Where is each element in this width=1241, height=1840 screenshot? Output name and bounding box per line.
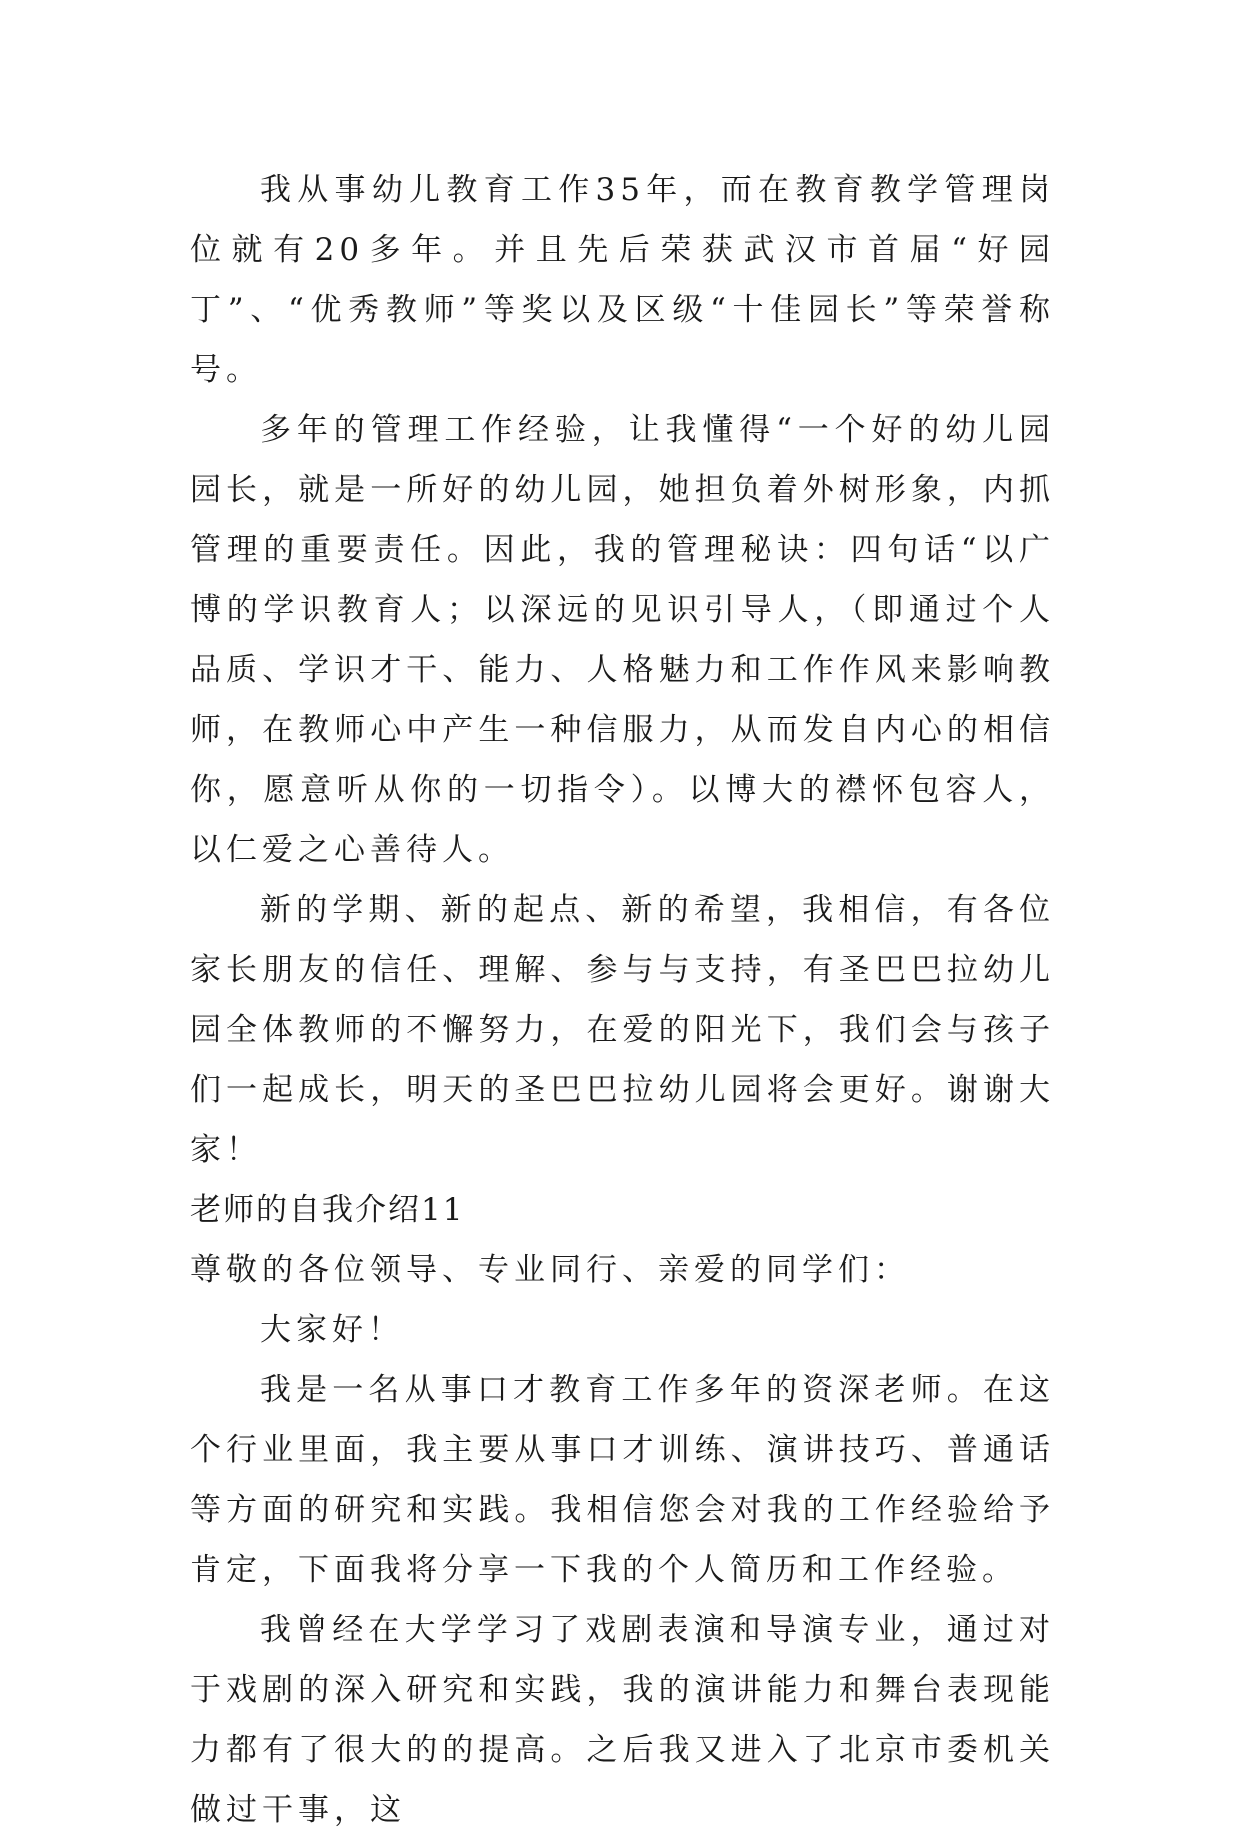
section-title: 老师的自我介绍11 <box>190 1192 465 1228</box>
greeting-line: 大家好！ <box>260 1312 404 1348</box>
salutation-line: 尊敬的各位领导、专业同行、亲爱的同学们： <box>190 1252 910 1288</box>
paragraph-career: 我从事幼儿教育工作35年，而在教育教学管理岗位就有20多年。并且先后荣获武汉市首届“好园丁”、“优秀教师”等奖以及区级“十佳园长”等荣誉称号。 <box>190 172 1055 388</box>
paragraph-introduction: 我是一名从事口才教育工作多年的资深老师。在这个行业里面，我主要从事口才训练、演讲技巧、普通话等方面的研究和实践。我相信您会对我的工作经验给予肯定，下面我将分享一下我的个人简历和工作经验。 <box>190 1372 1055 1588</box>
document-body <box>190 160 1055 1840</box>
paragraph-management: 多年的管理工作经验，让我懂得“一个好的幼儿园园长，就是一所好的幼儿园，她担负着外树形象，内抓管理的重要责任。因此，我的管理秘诀：四句话“以广博的学识教育人；以深远的见识引导人，（即通过个人品质、学识才干、能力、人格魅力和工作作风来影响教师，在教师心中产生一种信服力，从而发自内心的相信你，愿意听从你的一切指令）。以博大的襟怀包容人，以仁爱之心善待人。 <box>190 412 1055 868</box>
paragraph-new-semester: 新的学期、新的起点、新的希望，我相信，有各位家长朋友的信任、理解、参与与支持，有圣巴巴拉幼儿园全体教师的不懈努力，在爱的阳光下，我们会与孩子们一起成长，明天的圣巴巴拉幼儿园将会更好。谢谢大家！ <box>190 892 1055 1168</box>
paragraph-education: 我曾经在大学学习了戏剧表演和导演专业，通过对于戏剧的深入研究和实践，我的演讲能力和舞台表现能力都有了很大的的提高。之后我又进入了北京市委机关做过干事，这 <box>190 1612 1055 1828</box>
